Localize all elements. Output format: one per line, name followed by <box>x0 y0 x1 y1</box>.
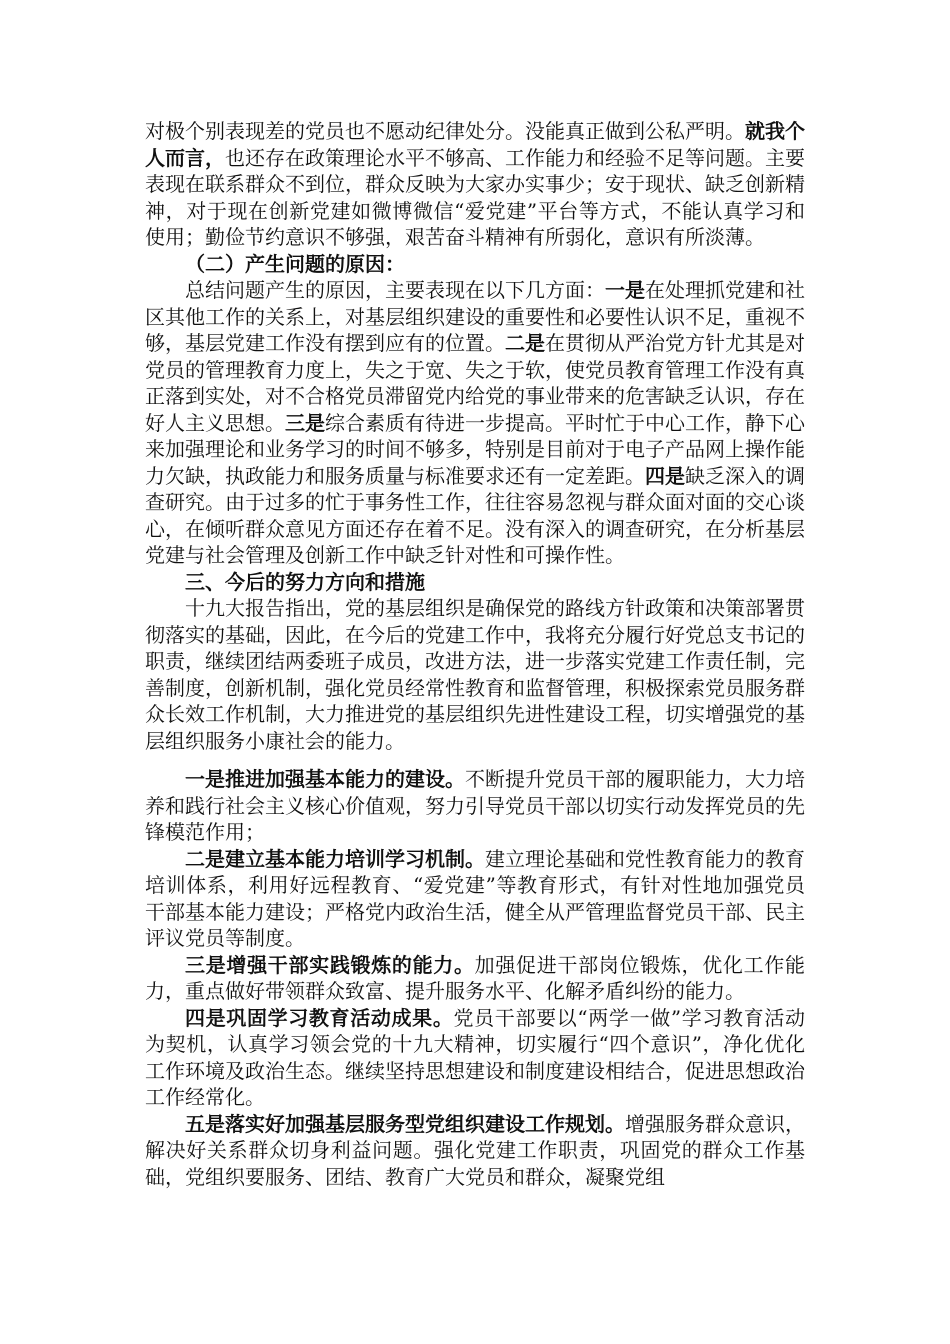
text-run: 缺乏深入的调查研究。由于过多的忙于事务性工作，往往容易忽视与群众面对面的交心谈心，在倾听群众意见方面还存在着不足。没有深入的调查研究，在分析基层党建与社会管理及创新工作中缺乏针对性和可操作性。 <box>145 463 805 567</box>
measure-item-5 <box>145 1111 805 1191</box>
measure-text: 党员干部要以“两学一做”学习教育活动为契机，认真学习领会党的十九大精神，切实履行“四个意识”，净化优化工作环境及政治生态。继续坚持思想建设和制度建设相结合，促进思想政治工作经常化。 <box>145 1005 806 1109</box>
measure-text: 建立理论基础和党性教育能力的教育培训体系，利用好远程教育、“爱党建”等教育形式，有针对性地加强党员干部基本能力建设；严格党内政治生活，健全从严管理监督党员干部、民主评议党员等制度。 <box>145 846 805 950</box>
measure-title: 五是落实好加强基层服务型党组织建设工作规划。 <box>185 1111 625 1136</box>
section-heading-direction: 三、今后的努力方向和措施 <box>185 569 425 594</box>
bold-lead: 四是 <box>645 463 685 488</box>
text-run: 总结问题产生的原因，主要表现在以下几方面： <box>185 278 605 302</box>
measure-title: 四是巩固学习教育活动成果。 <box>185 1005 454 1030</box>
text-run: 在处理抓党建和社区其他工作的关系上，对基层组织建设的重要性和必要性认识不足，重视不够，基层党建工作没有摆到应有的位置。 <box>145 278 805 355</box>
measure-title: 二是建立基本能力培训学习机制。 <box>185 846 485 871</box>
text-run: 综合素质有待进一步提高。平时忙于中心工作，静下心来加强理论和业务学习的时间不够多，特别是目前对于电子产品网上操作能力欠缺，执政能力和服务质量与标准要求还有一定差距。 <box>145 410 805 488</box>
bold-lead: 就我个人而言， <box>145 119 805 170</box>
measure-text: 不断提升党员干部的履职能力，大力培养和践行社会主义核心价值观，努力引导党员干部以切实行动发挥党员的先锋模范作用； <box>145 767 805 844</box>
text-run: 也还存在政策理论水平不够高、工作能力和经验不足等问题。主要表现在联系群众不到位，群众反映为大家办实事少；安于现状、缺乏创新精神，对于现在创新党建如微博微信“爱党建”平台等方式，不能认真学习和使用；勤俭节约意识不够强，艰苦奋斗精神有所弱化，意识有所淡薄。 <box>145 145 805 249</box>
section-heading-causes: （二）产生问题的原因： <box>185 251 405 276</box>
text-run: 在贯彻从严治党方针尤其是对党员的管理教育力度上，失之于宽、失之于软，使党员教育管理工作没有真正落到实处，对不合格党员滞留党内给党的事业带来的危害缺乏认识，存在好人主义思想。 <box>145 331 805 435</box>
measure-text: 增强服务群众意识，解决好关系群众切身利益问题。强化党建工作职责，巩固党的群众工作基础，党组织要服务、团结、教育广大党员和群众，凝聚党组 <box>145 1111 805 1189</box>
measure-title: 三是增强干部实践锻炼的能力。 <box>185 952 475 977</box>
bold-lead: 一是 <box>605 278 645 302</box>
bold-lead: 三是 <box>285 410 325 435</box>
paragraph-personal-issues <box>145 118 805 251</box>
measure-title: 一是推进加强基本能力的建设。 <box>185 767 465 791</box>
document-page <box>145 118 805 1190</box>
measure-item-3 <box>145 952 805 1005</box>
measure-item-4 <box>145 1005 805 1111</box>
measure-item-2 <box>145 846 805 952</box>
measure-text: 加强促进干部岗位锻炼，优化工作能力，重点做好带领群众致富、提升服务水平、化解矛盾纠纷的能力。 <box>145 952 806 1003</box>
paragraph-report-intro: 十九大报告指出，党的基层组织是确保党的路线方针政策和决策部署贯彻落实的基础，因此，在今后的党建工作中，我将充分履行好党总支书记的职责，继续团结两委班子成员，改进方法，进一步落实党建工作责任制，完善制度，创新机制，强化党员经常性教育和监督管理，积极探索党员服务群众长效工作机制，大力推进党的基层组织先进性建设工程，切实增强党的基层组织服务小康社会的能力。 <box>145 596 805 753</box>
paragraph-causes <box>145 277 805 569</box>
text-run: 对极个别表现差的党员也不愿动纪律处分。没能真正做到公私严明。 <box>145 119 745 143</box>
bold-lead: 二是 <box>505 331 545 355</box>
measure-item-1 <box>145 766 805 846</box>
